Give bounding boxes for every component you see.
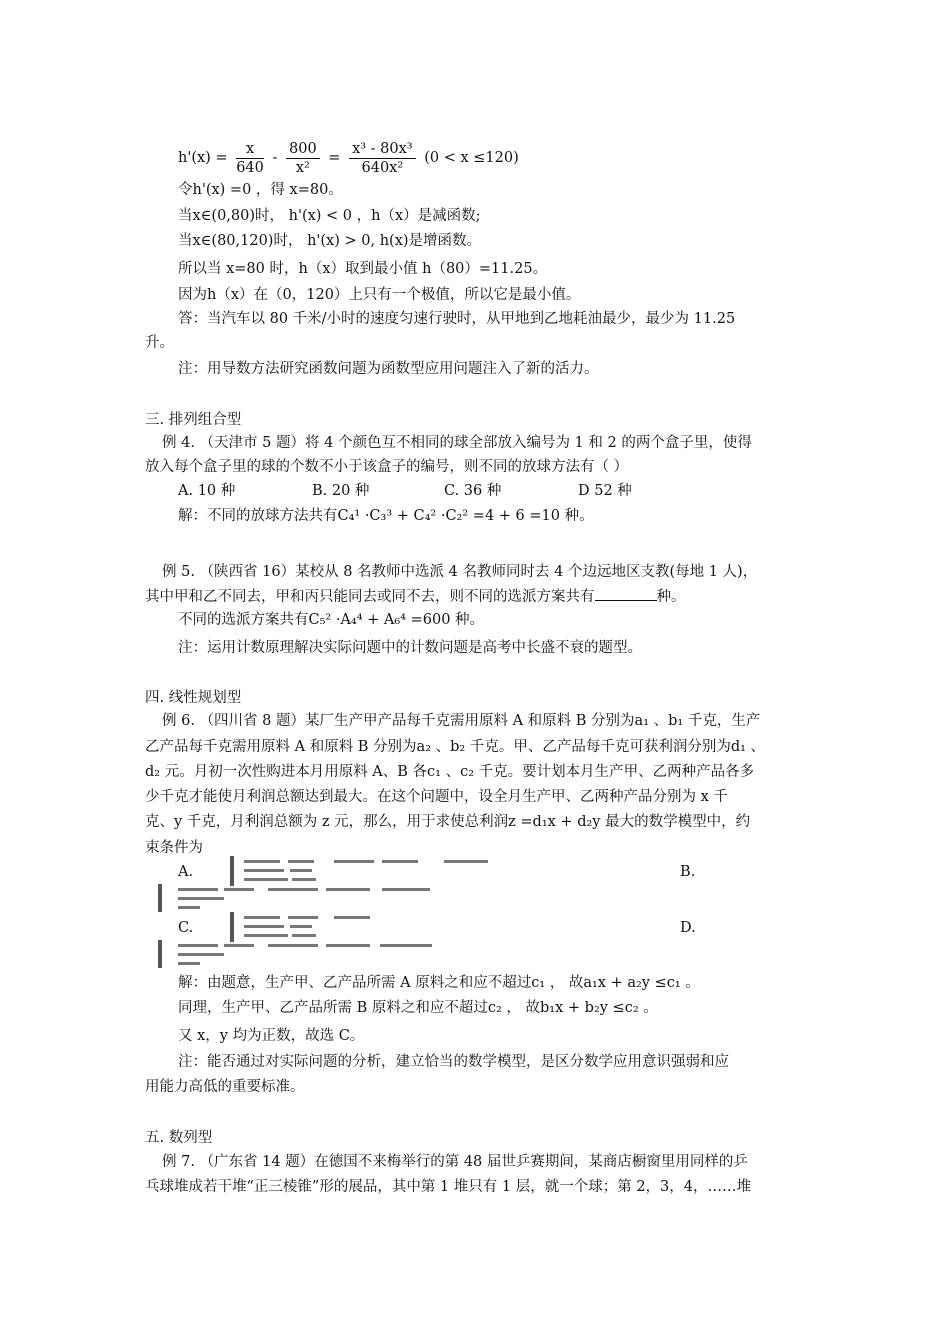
- example-6-line-3: d₂ 元。月初一次性购进本月用原料 A、B 各c₁ 、c₂ 千克。要计划本月生产甲、乙两种产品各多: [145, 764, 755, 780]
- option-d-label: D.: [680, 920, 696, 936]
- formula-lhs: h'(x) =: [178, 150, 228, 166]
- example-6-line-5: 克、y 千克，月利润总额为 z 元，那么，用于求使总利润z =d₁x + d₂y 最大的数学模型中，约: [145, 814, 751, 830]
- text-line: 当x∈(0,80)时， h'(x) < 0 ，h（x）是减函数;: [178, 208, 481, 224]
- note-line: 注：运用计数原理解决实际问题中的计数问题是高考中长盛不衰的题型。: [178, 640, 642, 656]
- equals-sign: =: [328, 150, 341, 166]
- text-line: 所以当 x=80 时，h（x）取到最小值 h（80）=11.25。: [178, 261, 548, 277]
- example-6-line-2: 乙产品每千克需用原料 A 和原料 B 分别为a₂ 、b₂ 千克。甲、乙产品每千克可获利润分别为d₁ 、: [145, 739, 766, 755]
- option-a-label: A.: [178, 864, 194, 880]
- option-a: A. 10 种: [178, 483, 236, 499]
- option-c: C. 36 种: [444, 483, 502, 499]
- example-6-line-4: 少千克才能使月利润总额达到最大。在这个问题中，设全月生产甲、乙两种产品分别为 x 千: [145, 789, 728, 805]
- derivative-formula: [178, 138, 519, 178]
- example-7-line-1: 例 7. （广东省 14 题）在德国不来梅举行的第 48 届世乒赛期间，某商店橱窗里用同样的乒: [162, 1154, 748, 1170]
- section-heading: 五. 数列型: [145, 1130, 213, 1146]
- note-line: 注：能否通过对实际问题的分析，建立恰当的数学模型，是区分数学应用意识强弱和应: [178, 1054, 729, 1070]
- option-d: D 52 种: [578, 483, 632, 499]
- fraction-3: $\frac{\text{x³ - 80x³}}{\text{640x²}}$: [349, 140, 416, 177]
- example-6-line-6: 束条件为: [145, 840, 203, 856]
- note-line: 注：用导数方法研究函数问题为函数型应用问题注入了新的活力。: [178, 361, 599, 377]
- example-6-solution-2: 同理，生产甲、乙产品所需 B 原料之和应不超过c₂ ， 故b₁x + b₂y ≤c₂ 。: [178, 1000, 658, 1016]
- constraint-system-a-image: [230, 856, 490, 886]
- example-7-line-2: 乓球堆成若干堆“正三棱锥”形的展品，其中第 1 堆只有 1 层，就一个球；第 2，3，4，……堆: [145, 1179, 751, 1195]
- option-b: B. 20 种: [312, 483, 370, 499]
- text-line: 因为h（x）在（0，120）上只有一个极值，所以它是最小值。: [178, 287, 581, 303]
- example-4-line-2: 放入每个盒子里的球的个数不小于该盒子的编号，则不同的放球方法有（ ）: [145, 459, 629, 475]
- answer-line: 答：当汽车以 80 千米/小时的速度匀速行驶时，从甲地到乙地耗油最少，最少为 11.25: [178, 311, 736, 327]
- answer-blank: [595, 586, 657, 601]
- example-5-line-1: 例 5. （陕西省 16）某校从 8 名教师中选派 4 名教师同时去 4 个边远地区支教(每地 1 人)，: [162, 564, 758, 580]
- option-b-label: B.: [680, 864, 696, 880]
- option-c-label: C.: [178, 920, 194, 936]
- section-heading: 三. 排列组合型: [145, 412, 242, 428]
- note-line-cont: 用能力高低的重要标准。: [145, 1079, 305, 1095]
- constraint-system-b-image: [158, 884, 458, 914]
- example-5-line-2: 其中甲和乙不同去，甲和丙只能同去或同不去，则不同的选派方案共有 种。: [145, 586, 686, 607]
- answer-line-cont: 升。: [145, 335, 174, 351]
- constraint-system-c-image: [230, 912, 430, 942]
- example-6-solution-1: 解：由题意，生产甲、乙产品所需 A 原料之和应不超过c₁ ， 故a₁x + a₂y ≤c₁ 。: [178, 975, 700, 991]
- example-5-solution: 不同的选派方案共有C₅² ·A₄⁴ + A₆⁴ =600 种。: [178, 612, 485, 628]
- constraint-system-d-image: [158, 940, 468, 970]
- example-4-solution: 解：不同的放球方法共有C₄¹ ·C₃³ + C₄² ·C₂² =4 + 6 =10 种。: [178, 508, 594, 524]
- fraction-2: $\frac{800}{\text{x²}}$: [286, 140, 320, 177]
- example-4-line-1: 例 4. （天津市 5 题）将 4 个颜色互不相同的球全部放入编号为 1 和 2 的两个盒子里，使得: [162, 435, 752, 451]
- text-line: 令h'(x) =0 ，得 x=80。: [178, 182, 343, 198]
- section-heading: 四. 线性规划型: [145, 690, 242, 706]
- minus-sign: -: [272, 150, 278, 166]
- fraction-1: $\frac{x}{640}$: [236, 140, 264, 176]
- text-line: 当x∈(80,120)时， h'(x) > 0, h(x)是增函数。: [178, 233, 482, 249]
- example-6-line-1: 例 6. （四川省 8 题）某厂生产甲产品每千克需用原料 A 和原料 B 分别为a₁ 、b₁ 千克，生产: [162, 713, 761, 729]
- formula-domain: (0 < x ≤120): [424, 150, 519, 166]
- example-6-solution-3: 又 x，y 均为正数，故选 C。: [178, 1028, 365, 1044]
